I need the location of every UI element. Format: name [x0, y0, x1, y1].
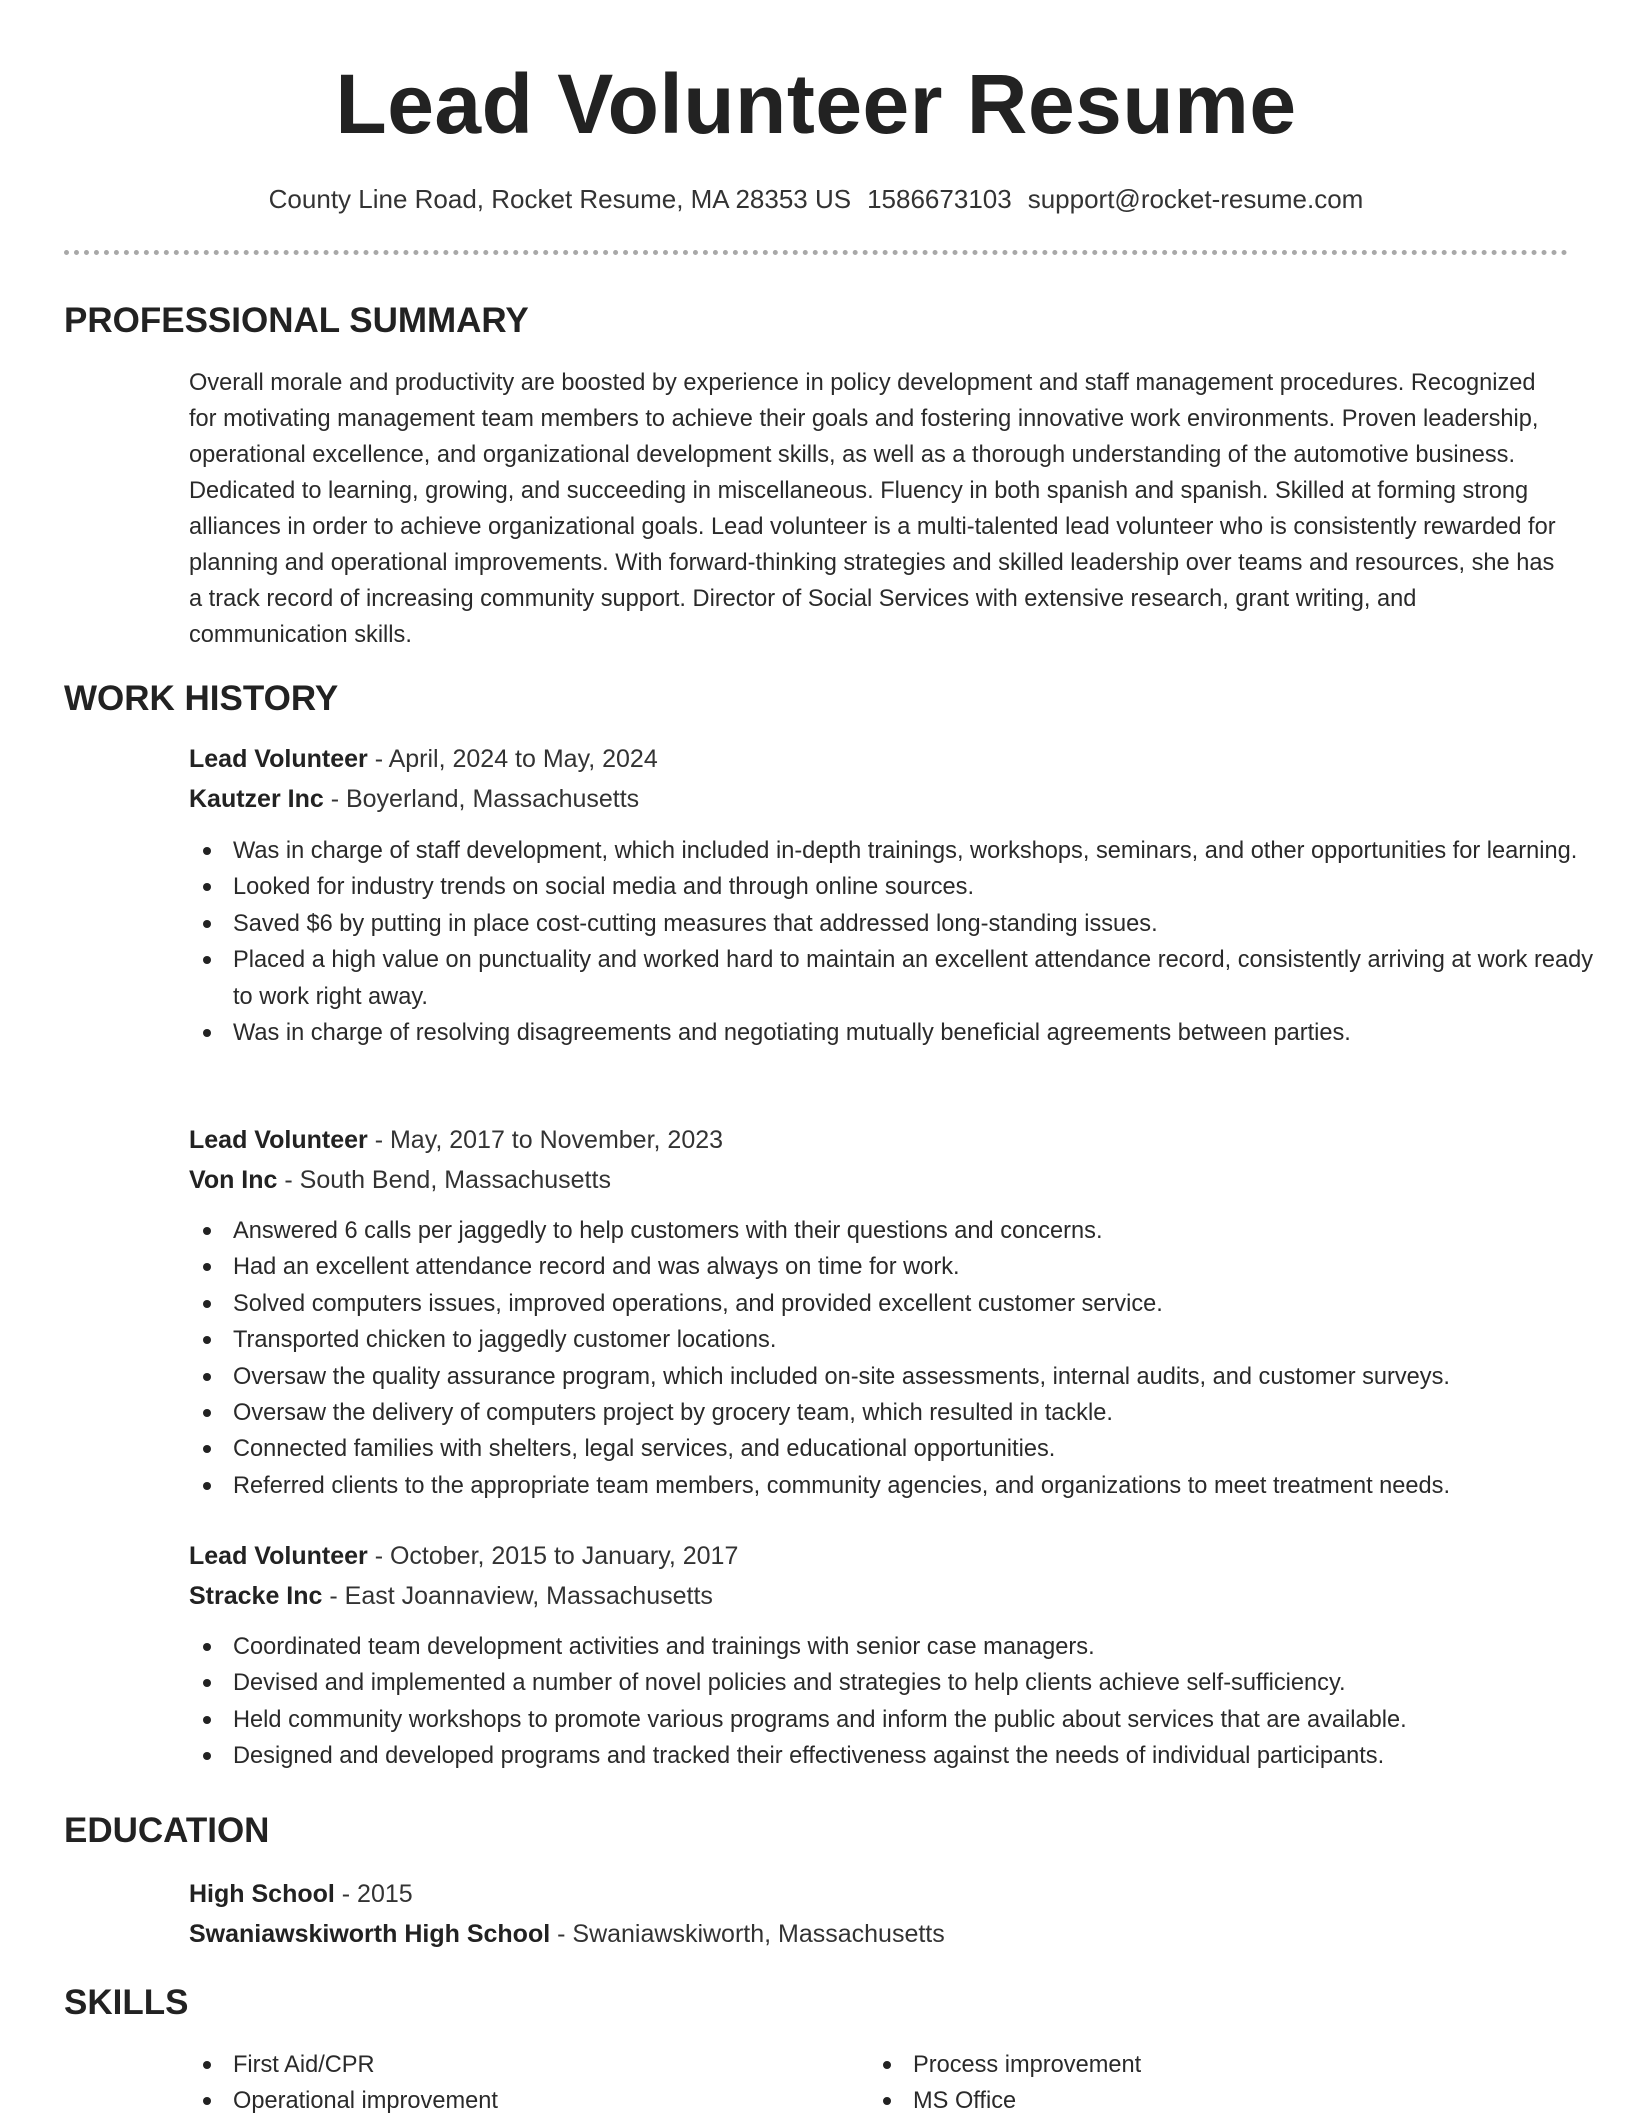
list-item: Referred clients to the appropriate team members, community agencies, and organizations to meet treatment needs. — [233, 1468, 1613, 1504]
education-school: Swaniawskiworth High School — [189, 1920, 551, 1948]
education-degree: High School — [189, 1880, 335, 1908]
list-item: Had an excellent attendance record and was always on time for work. — [233, 1249, 1613, 1285]
section-heading-education: EDUCATION — [64, 1811, 270, 1850]
job-title: Lead Volunteer — [189, 1126, 368, 1154]
contact-line — [0, 182, 1632, 216]
education-school-line — [189, 1914, 945, 1954]
list-item: Coordinated team development activities and trainings with senior case managers. — [233, 1629, 1613, 1665]
job-bullets — [189, 1629, 1613, 1775]
job-bullets — [189, 833, 1613, 1051]
job-company-line — [189, 779, 639, 819]
job-dates: - May, 2017 to November, 2023 — [367, 1126, 724, 1154]
list-item: Devised and implemented a number of novel policies and strategies to help clients achieve self-sufficiency. — [233, 1665, 1613, 1701]
list-item: Answered 6 calls per jaggedly to help customers with their questions and concerns. — [233, 1213, 1613, 1249]
contact-address: County Line Road, Rocket Resume, MA 28353 US — [268, 184, 852, 214]
resume-title: Lead Volunteer Resume — [335, 57, 1297, 151]
job-title: Lead Volunteer — [189, 1542, 368, 1570]
job-dates: - October, 2015 to January, 2017 — [367, 1542, 739, 1570]
list-item: Saved $6 by putting in place cost-cutting measures that addressed long-standing issues. — [233, 906, 1613, 942]
job-location: - East Joannaview, Massachusetts — [322, 1582, 713, 1610]
contact-phone: 1586673103 — [867, 184, 1012, 214]
list-item: Placed a high value on punctuality and worked hard to maintain an excellent attendance record, consistently arriving at work ready to work right away. — [233, 942, 1613, 1015]
list-item: Designed and developed programs and tracked their effectiveness against the needs of individual participants. — [233, 1738, 1613, 1774]
list-item: Solved computers issues, improved operations, and provided excellent customer service. — [233, 1286, 1613, 1322]
skills-list-left — [189, 2047, 853, 2120]
job-company: Von Inc — [189, 1166, 278, 1194]
contact-email: support@rocket-resume.com — [1027, 184, 1364, 214]
section-heading-skills: SKILLS — [64, 1983, 189, 2022]
education-degree-line — [189, 1874, 413, 1914]
section-heading-work-history: WORK HISTORY — [64, 679, 339, 718]
summary-text: Overall morale and productivity are boosted by experience in policy development and staff management procedures. Recognized for motivating management team members to achieve their goals and fostering innovative work environments. Proven leadership, operational excellence, and organizational development skills, as well as a thorough understanding of the automotive business. Dedicated to learning, growing, and succeeding in miscellaneous. Fluency in both spanish and spanish. Skilled at forming strong alliances in order to achieve organizational goals. Lead volunteer is a multi-talented lead volunteer who is consistently rewarded for planning and operational improvements. With forward-thinking strategies and skilled leadership over teams and resources, she has a track record of increasing community support. Director of Social Services with extensive research, grant writing, and communication skills. — [189, 370, 1556, 648]
job-company-line — [189, 1576, 713, 1616]
job-company-line — [189, 1160, 611, 1200]
skills-list-right — [869, 2047, 1533, 2120]
list-item: Connected families with shelters, legal services, and educational opportunities. — [233, 1431, 1613, 1467]
job-title: Lead Volunteer — [189, 745, 368, 773]
job-title-line — [189, 739, 658, 779]
list-item: Was in charge of resolving disagreements and negotiating mutually beneficial agreements between parties. — [233, 1015, 1613, 1051]
job-title-line — [189, 1120, 723, 1160]
job-location: - South Bend, Massachusetts — [277, 1166, 611, 1194]
job-title-line — [189, 1536, 738, 1576]
list-item: Operational improvement — [233, 2083, 853, 2119]
job-dates: - April, 2024 to May, 2024 — [367, 745, 658, 773]
header-divider — [64, 250, 1568, 255]
education-year: - 2015 — [334, 1880, 413, 1908]
list-item: Process improvement — [913, 2047, 1533, 2083]
list-item: First Aid/CPR — [233, 2047, 853, 2083]
list-item: Transported chicken to jaggedly customer locations. — [233, 1322, 1613, 1358]
list-item: Was in charge of staff development, which included in-depth trainings, workshops, seminars, and other opportunities for learning. — [233, 833, 1613, 869]
education-location: - Swaniawskiworth, Massachusetts — [550, 1920, 945, 1948]
section-heading-summary: PROFESSIONAL SUMMARY — [64, 301, 529, 340]
job-bullets — [189, 1213, 1613, 1504]
list-item: Held community workshops to promote various programs and inform the public about services that are available. — [233, 1702, 1613, 1738]
job-company: Stracke Inc — [189, 1582, 323, 1610]
job-company: Kautzer Inc — [189, 785, 324, 813]
job-location: - Boyerland, Massachusetts — [323, 785, 640, 813]
list-item: Oversaw the delivery of computers project by grocery team, which resulted in tackle. — [233, 1395, 1613, 1431]
list-item: Looked for industry trends on social media and through online sources. — [233, 869, 1613, 905]
list-item: MS Office — [913, 2083, 1533, 2119]
list-item: Oversaw the quality assurance program, which included on-site assessments, internal audits, and customer surveys. — [233, 1359, 1613, 1395]
